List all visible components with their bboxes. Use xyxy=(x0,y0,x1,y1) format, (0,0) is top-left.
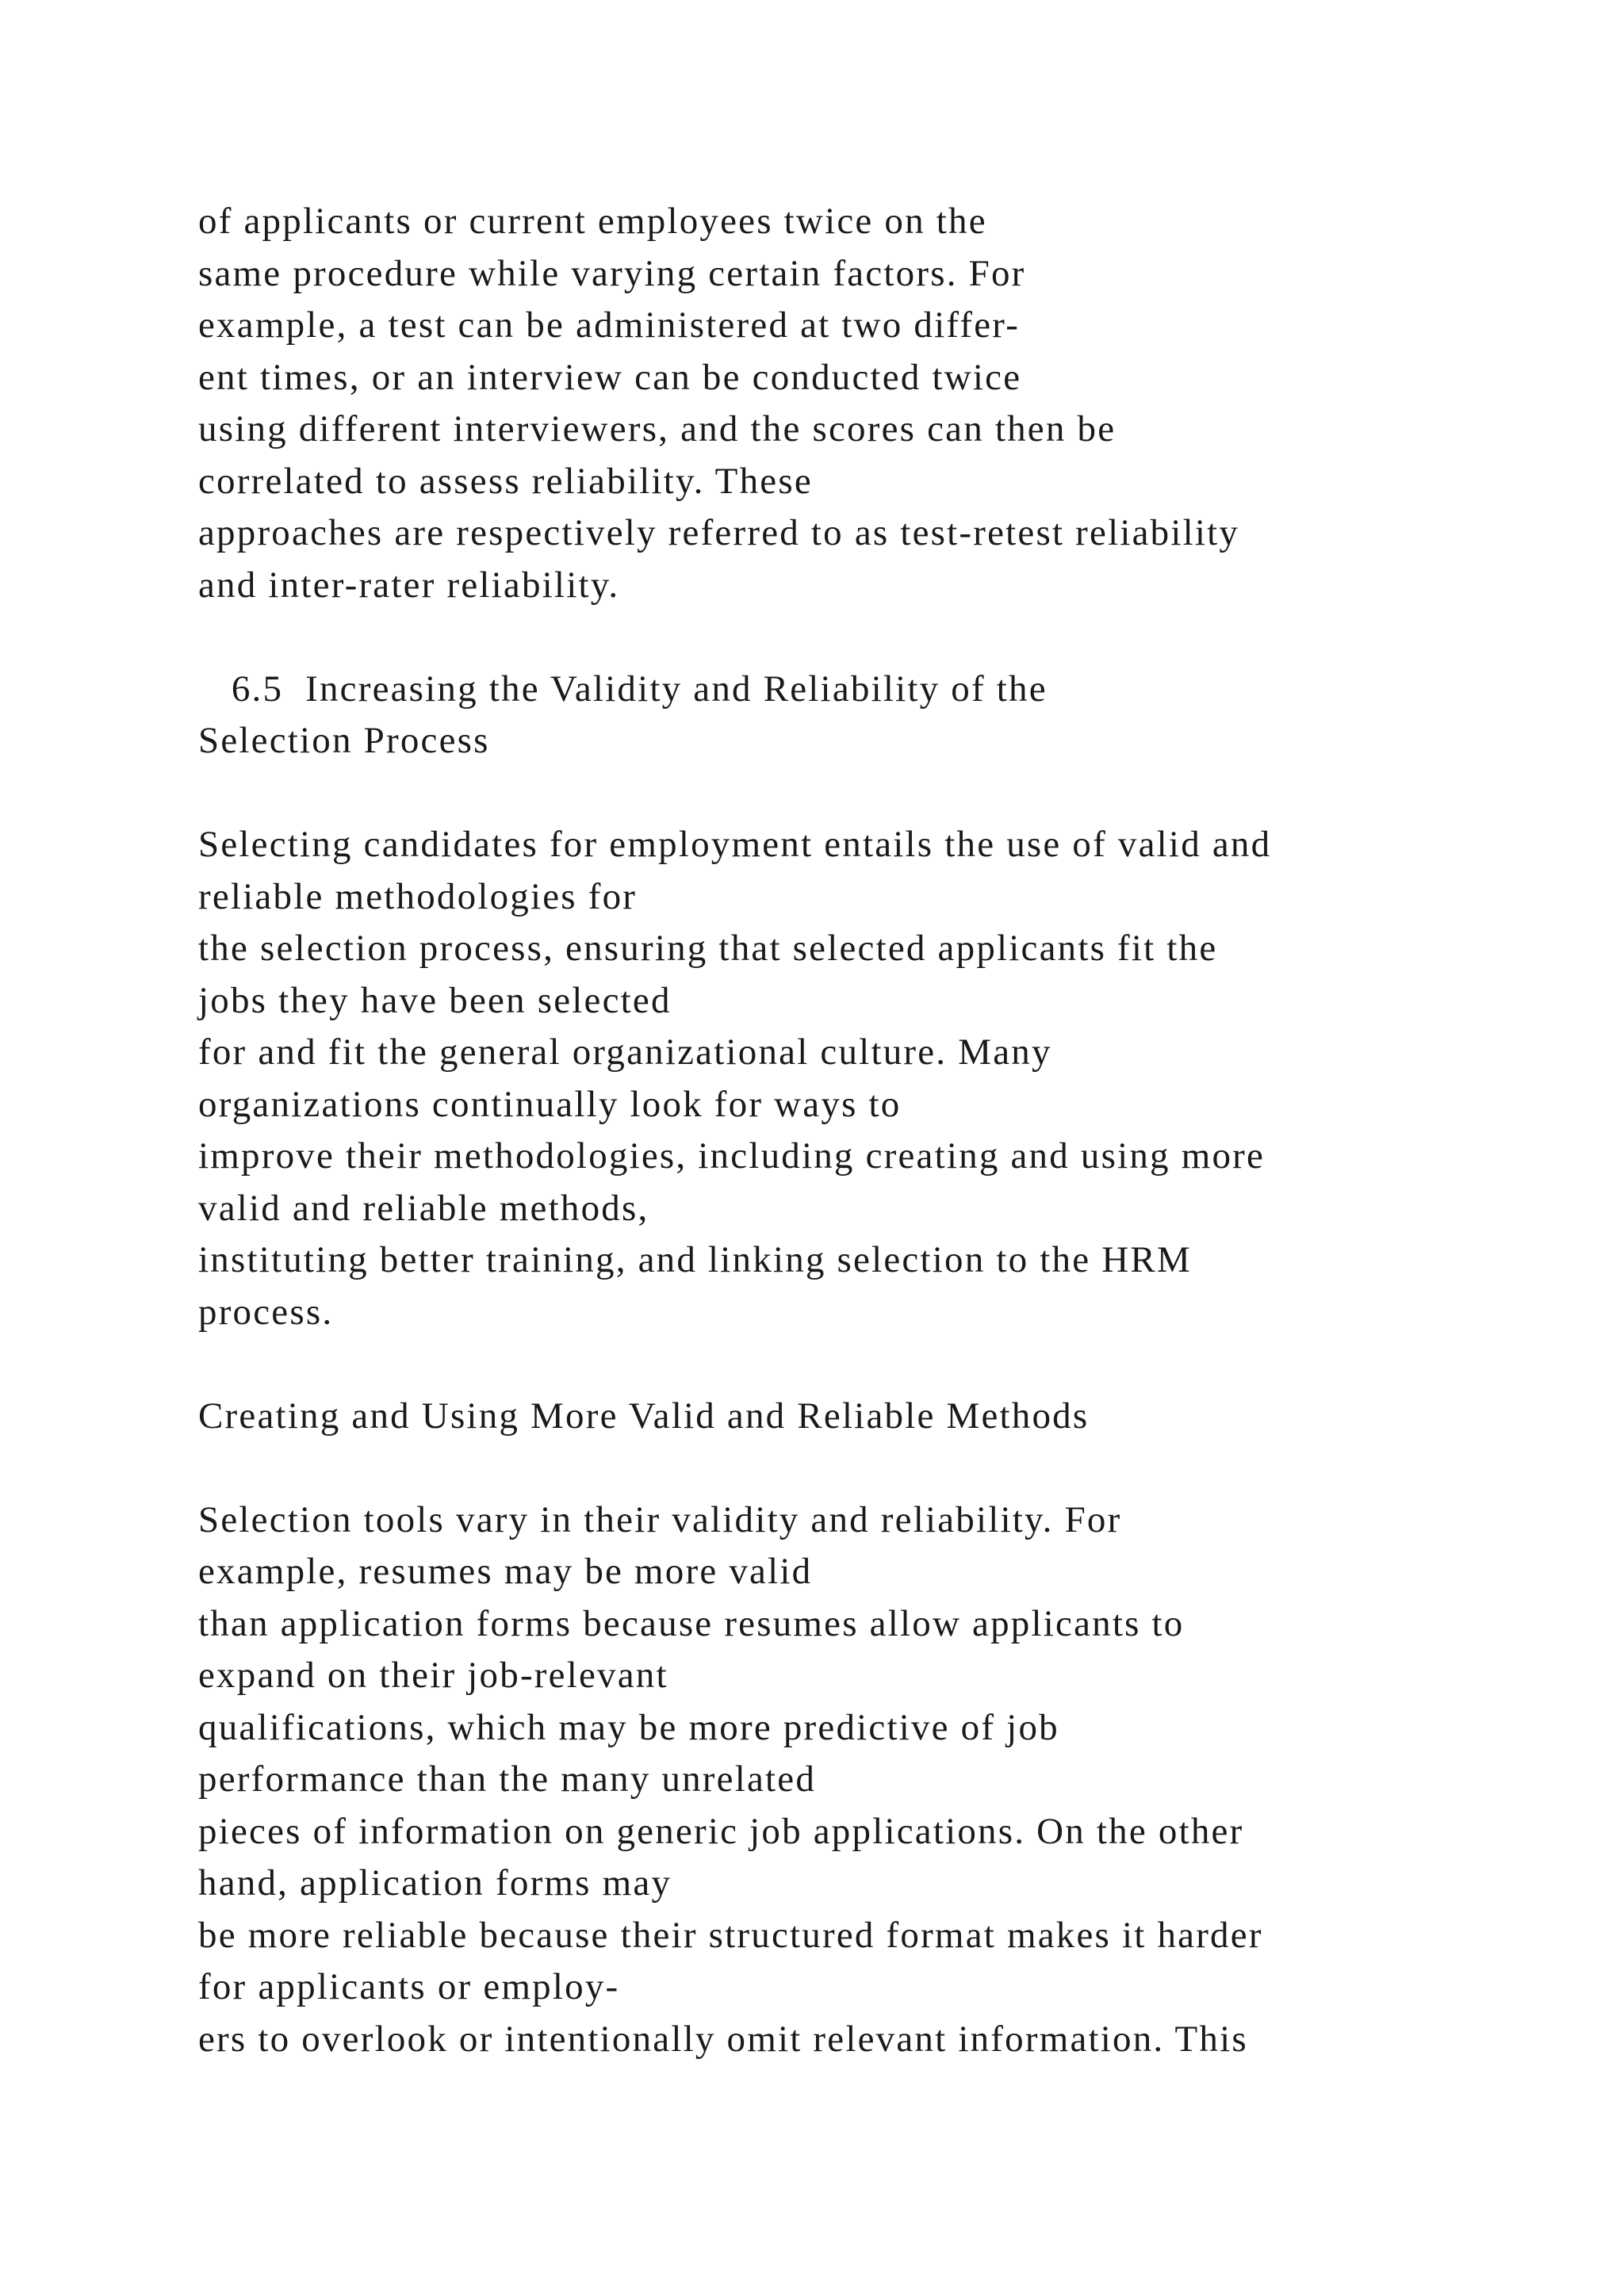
text-line: reliable methodologies for xyxy=(198,875,638,917)
section-heading-number-title: 6.5 Increasing the Validity and Reliability of the xyxy=(198,668,1048,710)
blank-line xyxy=(198,767,1594,820)
text-line: improve their methodologies, including creating and using more xyxy=(198,1135,1266,1177)
text-line: pieces of information on generic job applications. On the other xyxy=(198,1810,1244,1852)
text-line: same procedure while varying certain factors. For xyxy=(198,252,1026,294)
text-line: Selection tools vary in their validity and reliability. For xyxy=(198,1498,1122,1540)
text-line: correlated to assess reliability. These xyxy=(198,460,813,502)
text-line: the selection process, ensuring that selected applicants fit the xyxy=(198,928,1218,969)
text-line: ent times, or an interview can be conducted twice xyxy=(198,356,1022,398)
text-line: organizations continually look for ways to xyxy=(198,1083,902,1125)
blank-line xyxy=(198,1338,1594,1391)
text-line: process. xyxy=(198,1291,334,1333)
text-line: for and fit the general organizational culture. Many xyxy=(198,1031,1052,1073)
text-line: valid and reliable methods, xyxy=(198,1187,649,1229)
blank-line xyxy=(198,1442,1594,1494)
text-line: jobs they have been selected xyxy=(198,979,672,1021)
text-line: example, resumes may be more valid xyxy=(198,1551,813,1592)
text-line: than application forms because resumes allow applicants to xyxy=(198,1602,1185,1644)
text-line: instituting better training, and linking selection to the HRM xyxy=(198,1239,1192,1280)
text-line: expand on their job-relevant xyxy=(198,1655,668,1696)
text-line: hand, application forms may xyxy=(198,1862,672,1904)
text-line: of applicants or current employees twice on the xyxy=(198,201,987,242)
document-body-text xyxy=(198,196,1594,2065)
section-heading-continuation: Selection Process xyxy=(198,720,490,761)
text-line: performance than the many unrelated xyxy=(198,1758,817,1800)
blank-line xyxy=(198,611,1594,664)
text-line: qualifications, which may be more predictive of job xyxy=(198,1706,1059,1748)
subsection-heading: Creating and Using More Valid and Reliable Methods xyxy=(198,1395,1090,1437)
text-line: and inter-rater reliability. xyxy=(198,564,620,606)
text-line: example, a test can be administered at two differ- xyxy=(198,304,1021,346)
text-line: for applicants or employ- xyxy=(198,1966,620,2007)
text-line: using different interviewers, and the scores can then be xyxy=(198,408,1116,450)
text-line: ers to overlook or intentionally omit relevant information. This xyxy=(198,2018,1248,2060)
text-line: Selecting candidates for employment entails the use of valid and xyxy=(198,824,1272,865)
text-line: be more reliable because their structured format makes it harder xyxy=(198,1914,1263,1956)
text-line: approaches are respectively referred to as test-retest reliability xyxy=(198,512,1240,553)
